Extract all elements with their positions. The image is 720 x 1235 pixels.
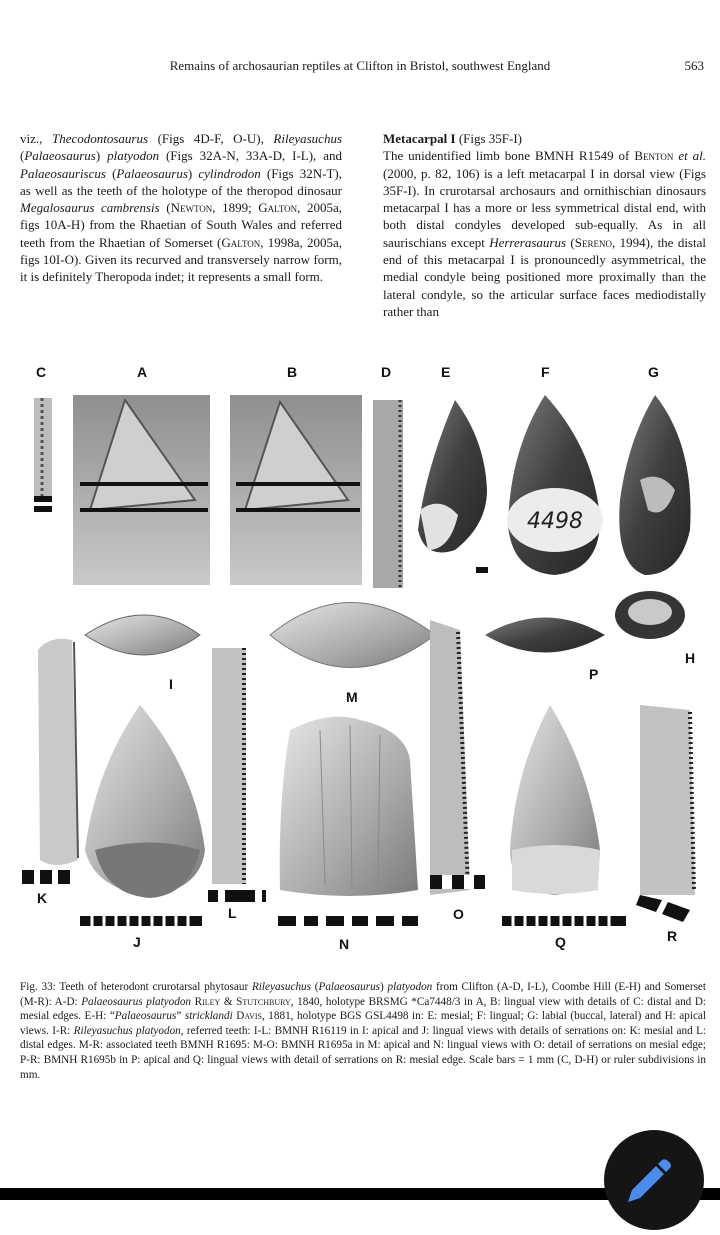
panel-label-m: M bbox=[346, 689, 358, 705]
panel-f-lingual bbox=[507, 395, 603, 575]
panel-label-o: O bbox=[453, 906, 464, 922]
panel-n-lingual bbox=[280, 717, 418, 896]
panel-label-l: L bbox=[228, 905, 237, 921]
page-number: 563 bbox=[684, 58, 704, 73]
panel-b-holotype-lingual bbox=[230, 395, 362, 585]
fossil-teeth-figure bbox=[0, 350, 720, 960]
right-column bbox=[383, 130, 706, 320]
panel-k-mesial-serrations bbox=[38, 639, 78, 865]
panel-label-k: K bbox=[37, 890, 48, 906]
panel-label-h: H bbox=[685, 650, 696, 666]
panel-l-distal-serrations bbox=[212, 648, 246, 884]
panel-e-mesial bbox=[418, 400, 488, 573]
panel-label-b: B bbox=[287, 364, 298, 380]
panel-g-labial bbox=[619, 395, 690, 575]
panel-label-i: I bbox=[169, 676, 173, 692]
left-column-text: viz., Thecodontosaurus (Figs 4D-F, O-U), Rileyasuchus (Palaeosaurus) platyodon (Figs 32A-N, 33A-D, I-L), and Palaeosauriscus (Palaeosaurus) cylindrodon (Figs 32N-T), as well as the teeth of the holotype of the theropod dinosaur Megalosaurus cambrensis (Newton, 1899; Galton, 2005a, figs 10A-H) from the Rhaetian of South Wales and referred teeth from the Rhaetian of Somerset (Galton, 1998a, 2005a, figs 10I-O). Given its recurved and transversely narrow form, it is definitely Theropoda indet; it represents a small form. bbox=[20, 131, 342, 285]
panel-j-lingual bbox=[85, 705, 205, 898]
panel-c-serration-strip bbox=[34, 398, 52, 512]
panel-d-mesial-edge bbox=[373, 400, 403, 588]
figure-caption: Fig. 33: Teeth of heterodont crurotarsal phytosaur Rileyasuchus (Palaeosaurus) platyodon from Clifton (A-D, I-L), Coombe Hill (E-H) and Somerset (M-R): A-D: Palaeosaurus platyodon Riley & Stutchbury, 1840, holotype BRSMG *Ca7448/3 in A, B: lingual view with details of C: distal and D: mesial edges. E-H: “Palaeosaurus” stricklandi Davis, 1881, holotype BGS GSL4498 in: E: mesial; F: lingual; G: labial (buccal, lateral) and H: apical views. I-R: Rileyasuchus platyodon, referred teeth: I-L: BMNH R16119 in I: apical and J: lingual views with details of serrations on: K: mesial and L: distal edges. M-R: associated teeth BMNH R1695: M-O: BMNH R1695a in M: apical and N: lingual views with O: detail of serrations on mesial edge; P-R: BMNH R1695b in P: apical and Q: lingual views with detail of serrations on R: mesial edge. Scale bars = 1 mm (C, D-H) or ruler subdivisions in mm. bbox=[20, 981, 707, 1081]
panel-r-mesial-serrations bbox=[640, 705, 695, 895]
running-title: Remains of archosaurian reptiles at Clifton in Bristol, southwest England bbox=[169, 58, 551, 73]
edit-fab-button[interactable] bbox=[604, 1130, 704, 1230]
panel-label-g: G bbox=[648, 364, 659, 380]
figure-plate bbox=[0, 350, 720, 960]
panel-label-d: D bbox=[381, 364, 392, 380]
panel-o-serration-detail bbox=[430, 620, 470, 895]
panel-label-e: E bbox=[441, 364, 451, 380]
panel-p-apical bbox=[485, 618, 605, 653]
panel-label-r: R bbox=[667, 928, 678, 944]
running-header bbox=[0, 58, 720, 78]
panel-label-c: C bbox=[36, 364, 47, 380]
panel-label-f: F bbox=[541, 364, 550, 380]
section-heading: Metacarpal I bbox=[383, 131, 456, 146]
panel-label-q: Q bbox=[555, 934, 566, 950]
panel-label-j: J bbox=[133, 934, 141, 950]
panel-i-apical bbox=[85, 615, 200, 655]
panel-q-lingual bbox=[510, 705, 600, 895]
panel-a-holotype-lingual bbox=[73, 395, 210, 585]
specimen-number-label: 4498 bbox=[527, 509, 583, 534]
pencil-icon bbox=[604, 1130, 704, 1230]
panel-m-apical bbox=[270, 603, 435, 668]
right-column-text: The unidentified limb bone BMNH R1549 of Benton et al. (2000, p. 82, 106) is a left metacarpal I in dorsal view (Figs 35F-I). In crurotarsal archosaurs and ornithischian dinosaurs metacarpal I has a more or less symmetrical distal end, with both distal condyles developed sub-equally. As in all saurischians except Herrerasaurus (Sereno, 1994), the distal end of this metacarpal I is pronouncedly asymmetrical, the medial condyle being positioned more proximally than the lateral condyle, so the articular surface faces mediodistally rather than bbox=[383, 148, 707, 319]
section-heading-ref: (Figs 35F-I) bbox=[458, 131, 523, 146]
panel-label-n: N bbox=[339, 936, 350, 952]
panel-label-p: P bbox=[589, 666, 599, 682]
panel-h-apical bbox=[615, 591, 685, 639]
panel-label-a: A bbox=[137, 364, 148, 380]
